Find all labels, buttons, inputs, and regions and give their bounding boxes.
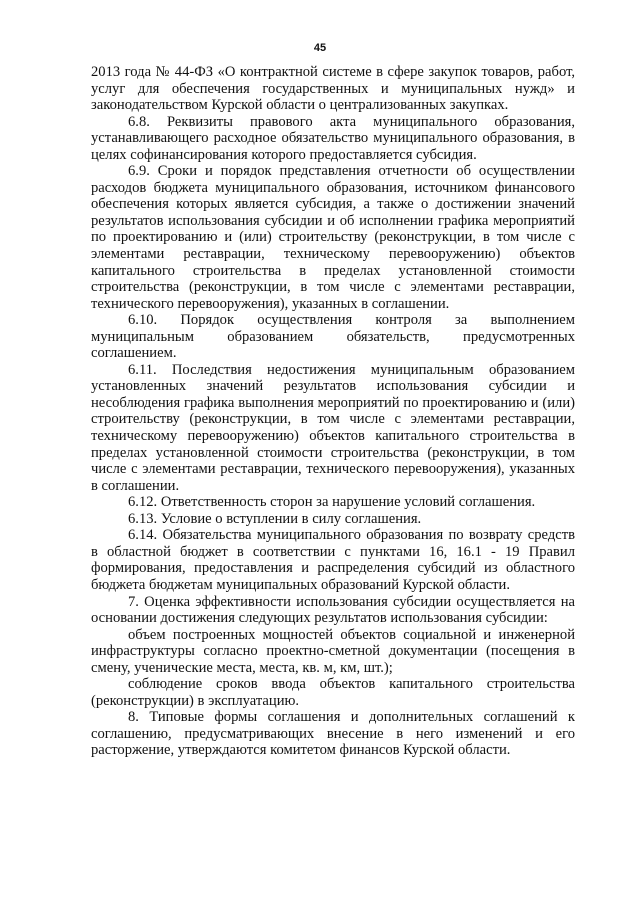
paragraph-law-reference: 2013 года № 44-ФЗ «О контрактной системе в сфере закупок товаров, работ, услуг для обеспечения государственных и муниципальных нужд» и законодательством Курской области о централизованных закупках. <box>91 64 575 114</box>
paragraph-7-result-deadlines: соблюдение сроков ввода объектов капитального строительства (реконструкции) в эксплуатацию. <box>91 676 575 709</box>
paragraph-6-8: 6.8. Реквизиты правового акта муниципального образования, устанавливающего расходное обязательство муниципального образования, в целях софинансирования которого предоставляется субсидия. <box>91 113 575 163</box>
paragraph-8: 8. Типовые формы соглашения и дополнительных соглашений к соглашению, предусматривающих внесение в него изменений и его расторжение, утверждаются комитетом финансов Курской области. <box>91 709 575 759</box>
paragraph-6-12: 6.12. Ответственность сторон за нарушение условий соглашения. <box>128 494 536 511</box>
paragraph-6-13: 6.13. Условие о вступлении в силу соглашения. <box>128 510 422 527</box>
page-number: 45 <box>313 42 327 54</box>
paragraph-6-11: 6.11. Последствия недостижения муниципальным образованием установленных значений результатов использования субсидии и несоблюдения графика выполнения мероприятий по проектированию и (или) строительству (реконструкции, в том числе с элементами реставрации, техническому перевооружению) объектов капитального строительства в пределах установленной стоимости строительства (реконструкции, в том числе с элементами реставрации, технического перевооружения), указанных в соглашении. <box>91 361 575 494</box>
paragraph-6-9: 6.9. Сроки и порядок представления отчетности об осуществлении расходов бюджета муниципального образования, источником финансового обеспечения которых является субсидия, а также о достижении значений результатов использования субсидии и об исполнении графика мероприятий по проектированию и (или) строительству (реконструкции, в том числе с элементами реставрации, техническому перевооружению) объектов капитального строительства в пределах установленной стоимости строительства (реконструкции, в том числе с элементами реставрации, технического перевооружения), указанных в соглашении. <box>91 163 575 312</box>
paragraph-7-result-capacity: объем построенных мощностей объектов социальной и инженерной инфраструктуры согласно проектно-сметной документации (посещения в смену, ученические места, места, кв. м, км, шт.); <box>91 626 575 676</box>
document-body <box>91 64 575 759</box>
paragraph-6-10: 6.10. Порядок осуществления контроля за выполнением муниципальным образованием обязательств, предусмотренных соглашением. <box>91 312 575 362</box>
paragraph-7: 7. Оценка эффективности использования субсидии осуществляется на основании достижения следующих результатов использования субсидии: <box>91 593 575 627</box>
paragraph-6-14: 6.14. Обязательства муниципального образования по возврату средств в областной бюджет в соответствии с пунктами 16, 16.1 - 19 Правил формирования, предоставления и распределения субсидий из областного бюджета бюджетам муниципальных образований Курской области. <box>91 527 575 593</box>
